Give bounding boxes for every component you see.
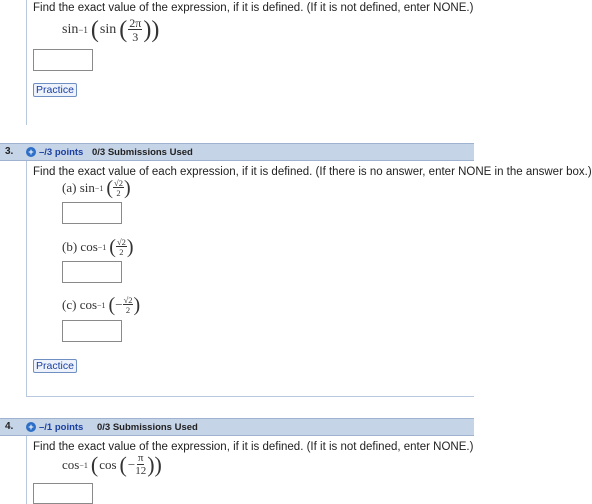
fraction-numerator: √2 [123, 294, 133, 305]
points-label: –/1 points [39, 422, 84, 433]
part-exponent: −1 [97, 300, 106, 310]
part-a-expression: (a) sin −1 ( $\frac{√2}{2}$ ) [62, 176, 131, 199]
points-label: –/3 points [39, 147, 84, 158]
minus-sign: − [127, 457, 136, 472]
question-4-expression: cos −1 ( cos ( − $\frac{\pi}{12}$ )) [62, 452, 162, 477]
fraction-numerator: √2 [116, 236, 126, 247]
part-func: sin [79, 180, 95, 195]
question-number: 3. [5, 146, 14, 157]
part-func: cos [80, 239, 98, 254]
question-2-text: Find the exact value of the expression, if it is defined. (If it is not defined, enter NONE.) [33, 2, 474, 14]
inner-func: sin [99, 22, 117, 37]
fraction-numerator: √2 [114, 177, 123, 188]
outer-exponent: −1 [79, 460, 88, 470]
part-exponent: −1 [97, 242, 107, 252]
expand-plus-icon[interactable]: + [26, 422, 36, 432]
practice-button[interactable]: Practice [33, 83, 77, 97]
part-func: cos [79, 297, 98, 312]
part-label: (b) [62, 239, 78, 254]
part-label: (c) [62, 297, 77, 312]
part-label: (a) [62, 180, 77, 195]
part-sign: − [115, 297, 123, 312]
part-b-answer-input[interactable] [62, 261, 122, 283]
part-exponent: −1 [94, 183, 104, 193]
question-number: 4. [5, 421, 14, 432]
fraction-denominator: 2 [116, 188, 121, 198]
question-3-text: Find the exact value of each expression, if it is defined. (If there is no answer, enter NONE in the answer box.) [33, 166, 592, 178]
question-4-answer-input[interactable] [33, 483, 93, 504]
fraction-denominator: 3 [132, 30, 139, 44]
fraction-denominator: 2 [119, 247, 124, 257]
submissions-label: 0/3 Submissions Used [92, 147, 193, 158]
question-4-header [0, 418, 474, 436]
question-3-bottom-divider [26, 396, 474, 397]
inner-func: cos [99, 457, 117, 472]
fraction-numerator: π [137, 452, 144, 464]
practice-button[interactable]: Practice [33, 359, 77, 373]
part-c-answer-input[interactable] [62, 320, 122, 342]
question-2-answer-input[interactable] [33, 49, 93, 71]
question-4-text: Find the exact value of the expression, if it is defined. (If it is not defined, enter NONE.) [33, 441, 474, 453]
question-2-expression: sin −1 ( sin ( $\frac{2\pi}{3}$ )) [62, 16, 160, 44]
outer-func: cos [62, 457, 80, 472]
question-3-header [0, 143, 474, 161]
outer-exponent: −1 [78, 25, 88, 35]
outer-func: sin [62, 22, 79, 37]
part-a-answer-input[interactable] [62, 202, 122, 224]
expand-plus-icon[interactable]: + [26, 147, 36, 157]
fraction-numerator: 2π [129, 16, 142, 30]
submissions-label: 0/3 Submissions Used [97, 422, 198, 433]
part-c-expression: (c) cos −1 ( − $\frac{√2}{2}$ ) [62, 293, 141, 316]
part-b-expression: (b) cos −1 ( $\frac{√2}{2}$ ) [62, 235, 134, 258]
fraction-denominator: 2 [125, 305, 131, 315]
fraction-denominator: 12 [135, 465, 147, 477]
